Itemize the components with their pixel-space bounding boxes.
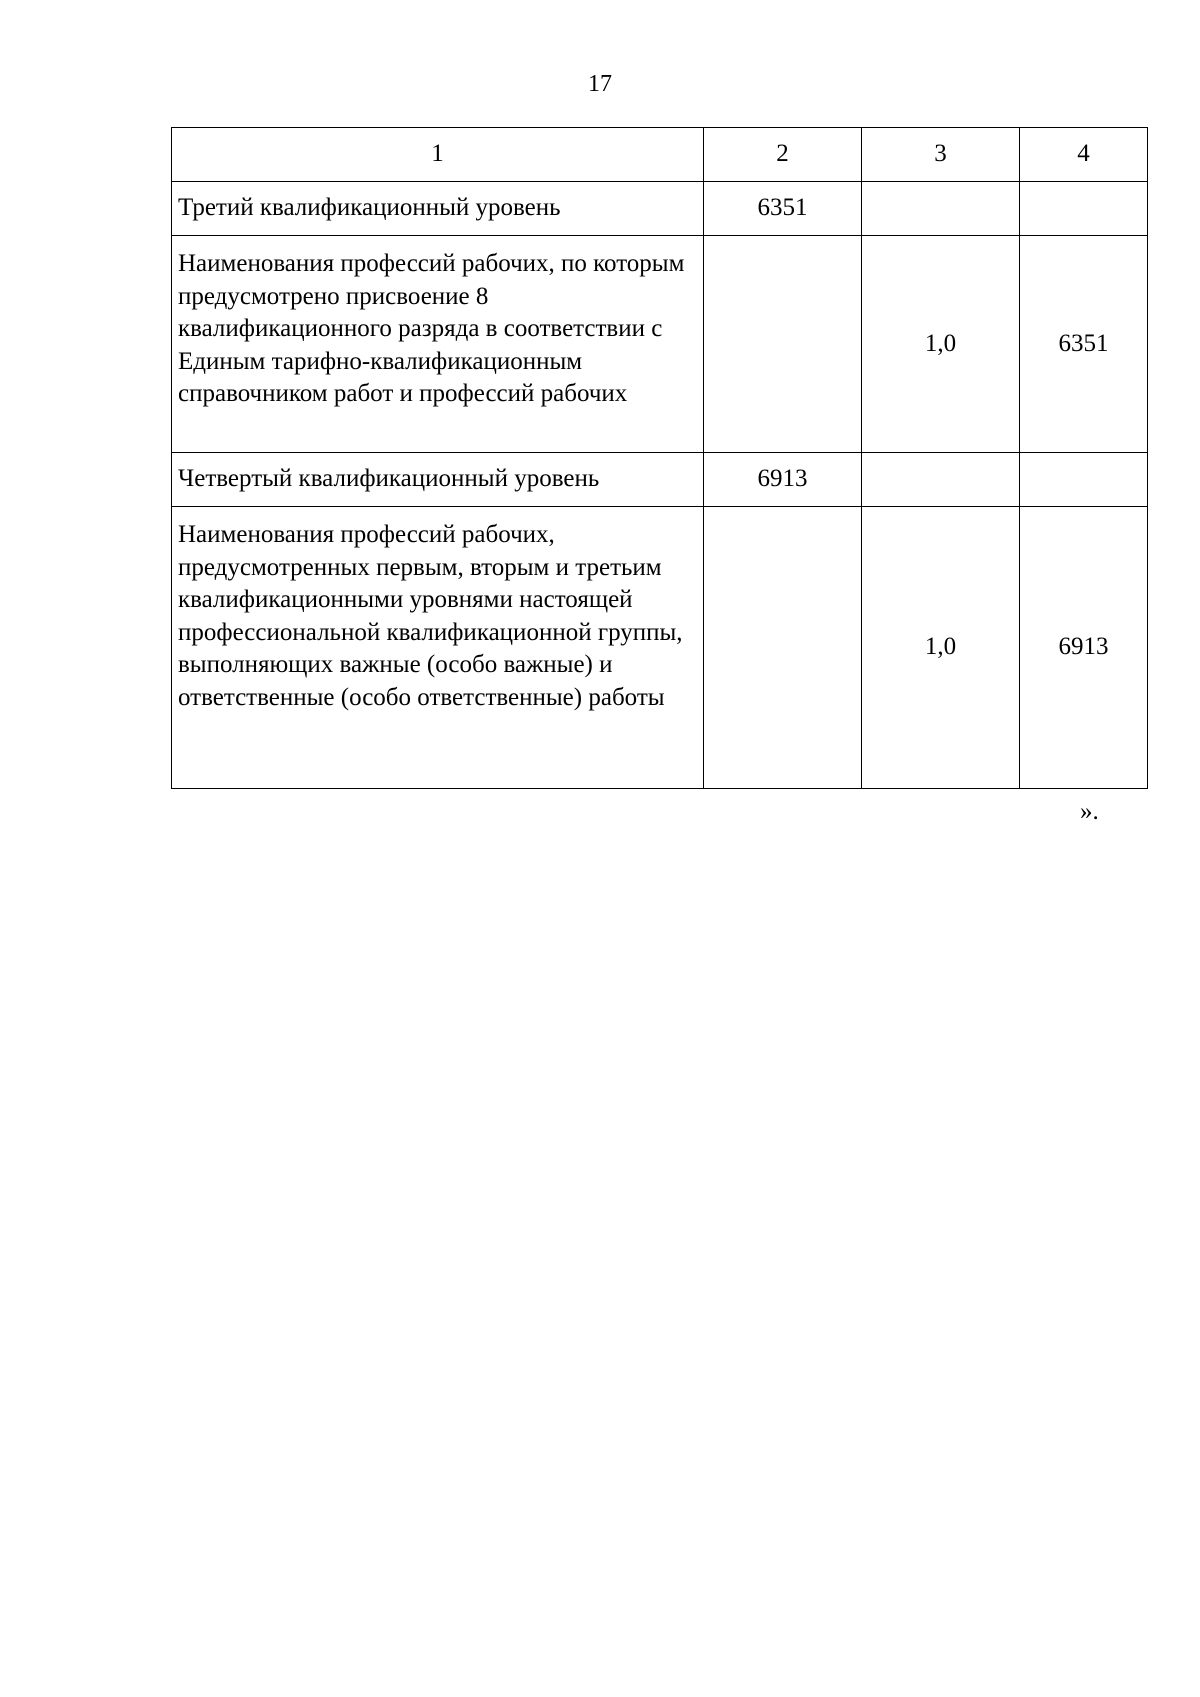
table-row (172, 182, 1148, 236)
table-header-row (172, 128, 1148, 182)
table-row (172, 507, 1148, 789)
table-row (172, 236, 1148, 453)
salary-cell (1020, 453, 1148, 507)
salary-cell (1020, 182, 1148, 236)
profession-description-cell: Наименования профессий рабочих, предусмотренных первым, вторым и третьим квалификационными уровнями настоящей профессиональной квалификационной группы, выполняющих важные (особо важные) и ответственные (особо ответственные) работы (172, 507, 704, 789)
base-salary-cell (704, 236, 862, 453)
base-salary-cell: 6913 (704, 453, 862, 507)
base-salary-cell: 6351 (704, 182, 862, 236)
profession-description-cell: Наименования профессий рабочих, по которым предусмотрено присвоение 8 квалификационного разряда в соответствии с Единым тарифно-квалификационным справочником работ и профессий рабочих (172, 236, 704, 453)
header-cell: 4 (1020, 128, 1148, 182)
header-cell: 1 (172, 128, 704, 182)
qualification-table (171, 127, 1148, 789)
salary-cell: 6351 (1020, 236, 1148, 453)
table-row (172, 453, 1148, 507)
coefficient-cell: 1,0 (862, 507, 1020, 789)
closing-quote-mark: ». (1080, 798, 1099, 825)
level-name-cell: Четвертый квалификационный уровень (172, 453, 704, 507)
header-cell: 3 (862, 128, 1020, 182)
level-name-cell: Третий квалификационный уровень (172, 182, 704, 236)
coefficient-cell (862, 182, 1020, 236)
base-salary-cell (704, 507, 862, 789)
coefficient-cell (862, 453, 1020, 507)
salary-cell: 6913 (1020, 507, 1148, 789)
coefficient-cell: 1,0 (862, 236, 1020, 453)
header-cell: 2 (704, 128, 862, 182)
page-number: 17 (588, 71, 612, 97)
